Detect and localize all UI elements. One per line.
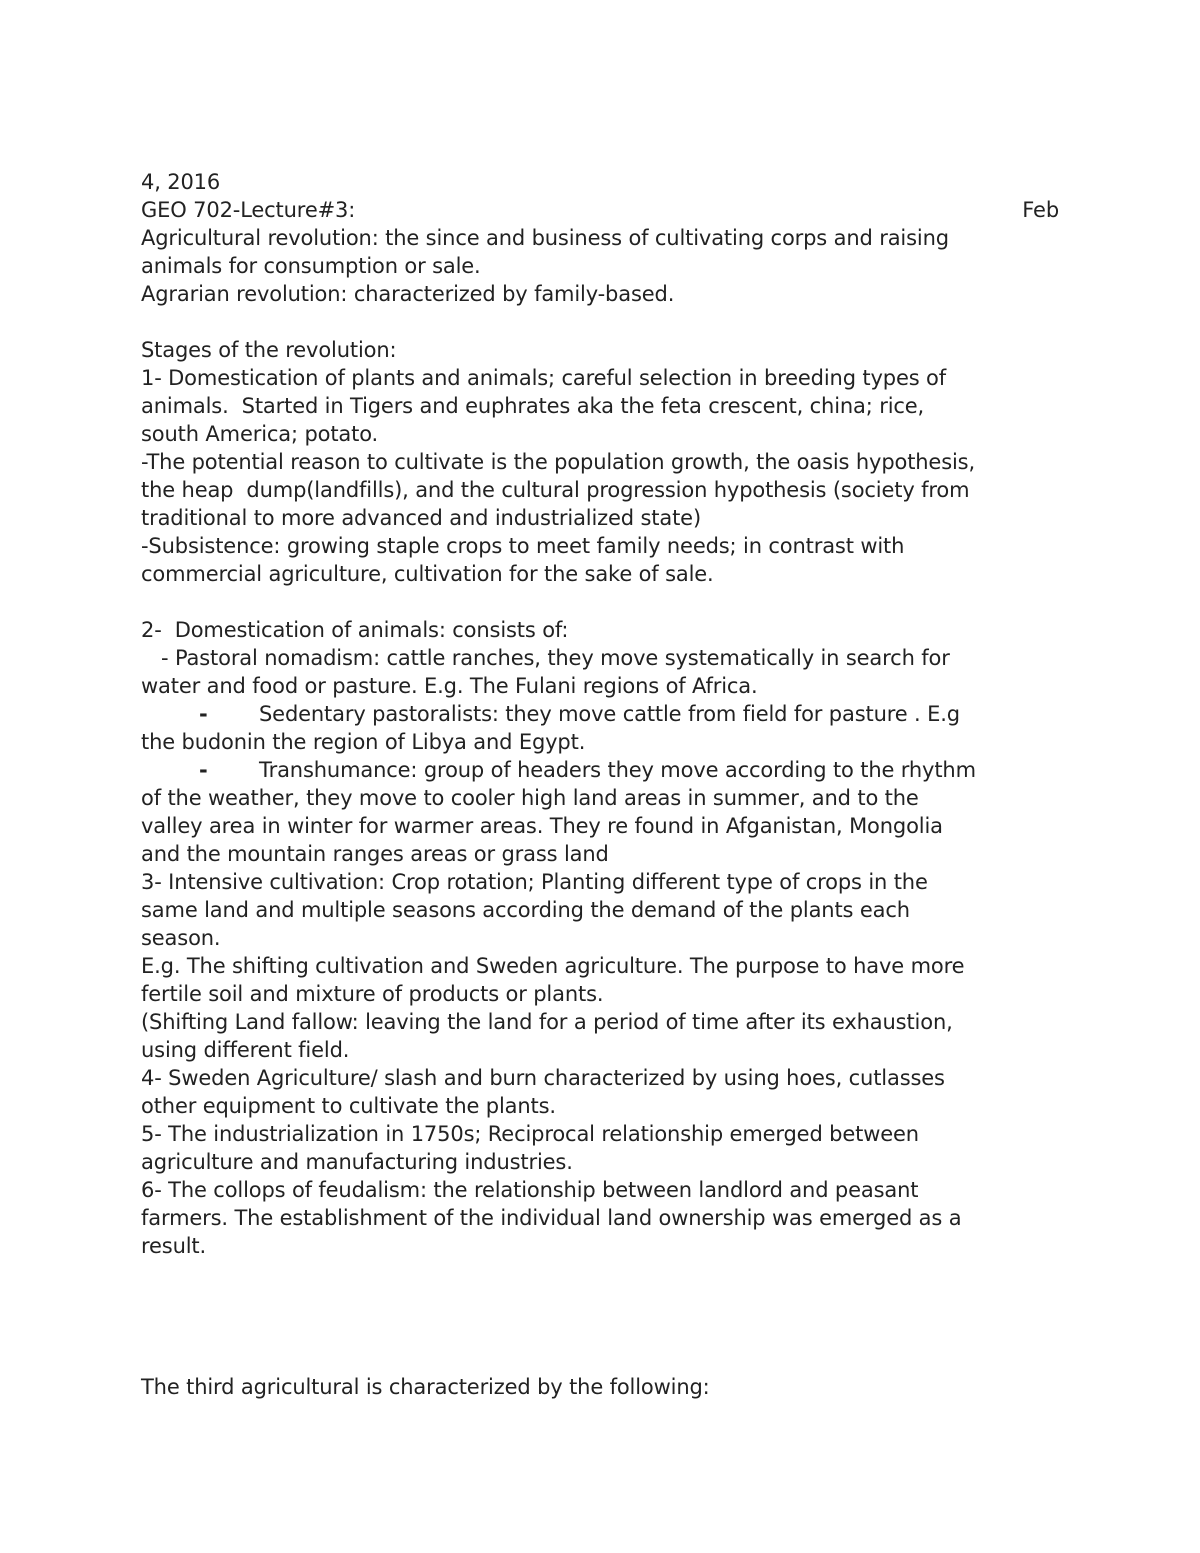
stage-6-line: 6- The collops of feudalism: the relationship between landlord and peasant xyxy=(141,1178,919,1202)
stage-3-line: season. xyxy=(141,926,221,950)
stage-6-line: farmers. The establishment of the individual land ownership was emerged as a xyxy=(141,1206,962,1230)
stage-5-line: 5- The industrialization in 1750s; Reciprocal relationship emerged between xyxy=(141,1122,919,1146)
stage-3-line: E.g. The shifting cultivation and Sweden agriculture. The purpose to have more xyxy=(141,954,965,978)
closing-line: The third agricultural is characterized by the following: xyxy=(141,1375,710,1399)
stage-3-line: same land and multiple seasons according the demand of the plants each xyxy=(141,898,910,922)
intro-line: Agricultural revolution: the since and business of cultivating corps and raising xyxy=(141,226,949,250)
intro-line: animals for consumption or sale. xyxy=(141,254,481,278)
lecture-date-month: Feb xyxy=(1022,198,1059,222)
stage-5-line: agriculture and manufacturing industries. xyxy=(141,1150,573,1174)
stage-1-line: -Subsistence: growing staple crops to meet family needs; in contrast with xyxy=(141,534,905,558)
stage-2-line: valley area in winter for warmer areas. They re found in Afganistan, Mongolia xyxy=(141,814,943,838)
stage-1-line: animals. Started in Tigers and euphrates aka the feta crescent, china; rice, xyxy=(141,394,925,418)
bullet-marker: - xyxy=(199,758,208,782)
stage-2-line: of the weather, they move to cooler high land areas in summer, and to the xyxy=(141,786,919,810)
stage-3-line: (Shifting Land fallow: leaving the land for a period of time after its exhaustion, xyxy=(141,1010,953,1034)
bullet-item-sedentary xyxy=(141,700,1061,728)
lecture-date-day-year: 4, 2016 xyxy=(141,170,221,194)
stage-1-line: south America; potato. xyxy=(141,422,379,446)
stage-2-line: the budonin the region of Libya and Egypt. xyxy=(141,730,586,754)
stage-2-line: water and food or pasture. E.g. The Fulani regions of Africa. xyxy=(141,674,758,698)
stage-3-line: 3- Intensive cultivation: Crop rotation; Planting different type of crops in the xyxy=(141,870,928,894)
bullet-text: Transhumance: group of headers they move according to the rhythm xyxy=(259,758,976,782)
stage-1-line: commercial agriculture, cultivation for the sake of sale. xyxy=(141,562,714,586)
stage-2-line: and the mountain ranges areas or grass land xyxy=(141,842,609,866)
stage-4-line: 4- Sweden Agriculture/ slash and burn characterized by using hoes, cutlasses xyxy=(141,1066,945,1090)
stage-4-line: other equipment to cultivate the plants. xyxy=(141,1094,556,1118)
stage-1-line: -The potential reason to cultivate is the population growth, the oasis hypothesis, xyxy=(141,450,975,474)
bullet-text: Sedentary pastoralists: they move cattle from field for pasture . E.g xyxy=(259,702,960,726)
intro-line: Agrarian revolution: characterized by family-based. xyxy=(141,282,675,306)
stage-2-line: 2- Domestication of animals: consists of: xyxy=(141,618,569,642)
stage-2-line: - Pastoral nomadism: cattle ranches, they move systematically in search for xyxy=(161,646,950,670)
bullet-marker: - xyxy=(199,702,208,726)
lecture-title: GEO 702-Lecture#3: xyxy=(141,198,356,222)
stage-1-line: the heap dump(landfills), and the cultural progression hypothesis (society from xyxy=(141,478,970,502)
stage-1-line: traditional to more advanced and industrialized state) xyxy=(141,506,701,530)
bullet-item-transhumance xyxy=(141,756,1061,784)
stage-1-line: 1- Domestication of plants and animals; careful selection in breeding types of xyxy=(141,366,946,390)
stage-6-line: result. xyxy=(141,1234,207,1258)
stage-3-line: fertile soil and mixture of products or plants. xyxy=(141,982,604,1006)
stages-heading: Stages of the revolution: xyxy=(141,338,397,362)
stage-3-line: using different field. xyxy=(141,1038,350,1062)
